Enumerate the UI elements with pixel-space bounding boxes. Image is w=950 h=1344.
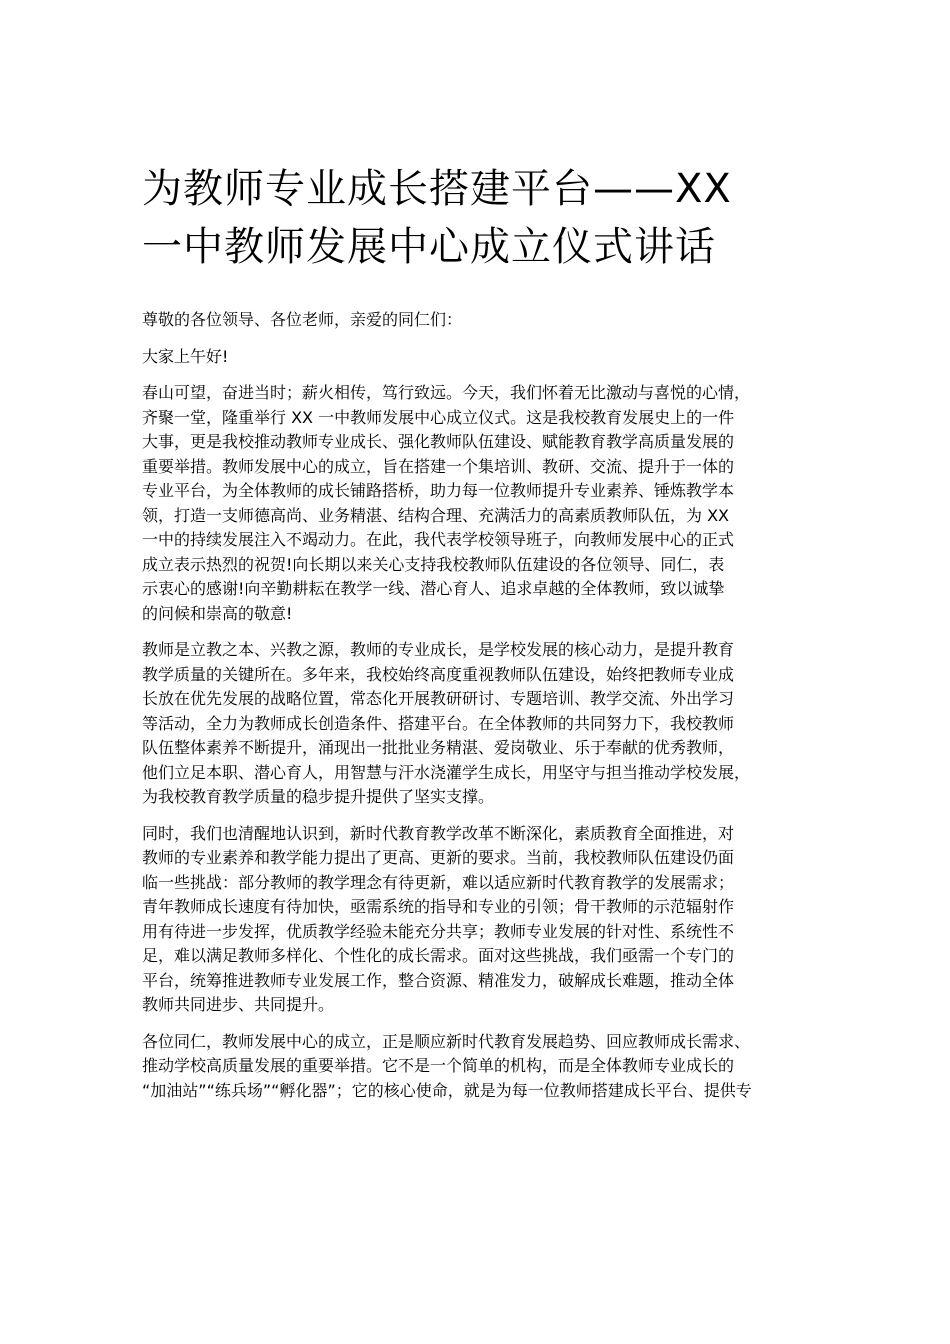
paragraph-line: 等活动，全力为教师成长创造条件、搭建平台。在全体教师的共同努力下，我校教师 — [142, 713, 735, 733]
paragraph-line: 用有待进一步发挥，优质教学经验未能充分共享；教师专业发展的针对性、系统性不 — [142, 921, 735, 941]
paragraph-line: 大事，更是我校推动教师专业成长、强化教师队伍建设、赋能教育教学高质量发展的 — [142, 432, 735, 451]
paragraph-line: 他们立足本职、潜心育人，用智慧与汗水浇灌学生成长，用坚守与担当推动学校发展， — [142, 762, 751, 782]
paragraph-line: 示衷心的感谢!向辛勤耕耘在教学一线、潜心育人、追求卓越的全体教师，致以诚挚 — [142, 579, 725, 598]
title-line: 为教师专业成长搭建平台——XX — [142, 166, 732, 212]
paragraph — [142, 1030, 822, 1104]
paragraph — [142, 822, 822, 1018]
paragraph-line: 教学质量的关键所在。多年来，我校始终高度重视教师队伍建设，始终把教师专业成 — [142, 664, 735, 684]
paragraph-line: 推动学校高质量发展的重要举措。它不是一个简单的机构，而是全体教师专业成长的 — [142, 1056, 735, 1075]
paragraph-line: 齐聚一堂，隆重举行 XX 一中教师发展中心成立仪式。这是我校教育发展史上的一件 — [142, 407, 735, 427]
paragraph-line: 同时，我们也清醒地认识到，新时代教育教学改革不断深化，素质教育全面推进，对 — [142, 823, 735, 843]
paragraph-line: 为我校教育教学质量的稳步提升提供了坚实支撑。 — [142, 787, 495, 806]
paragraph-line: 一中的持续发展注入不竭动力。在此，我代表学校领导班子，向教师发展中心的正式 — [142, 530, 735, 549]
paragraph-line: 教师是立教之本、兴教之源，教师的专业成长，是学校发展的核心动力，是提升教育 — [142, 640, 735, 659]
paragraph-line: 长放在优先发展的战略位置，常态化开展教研研讨、专题培训、教学交流、外出学习 — [142, 689, 735, 708]
paragraph-line: 教师的专业素养和教学能力提出了更高、更新的要求。当前，我校教师队伍建设仍面 — [142, 848, 735, 867]
paragraph-line: 尊敬的各位领导、各位老师，亲爱的同仁们： — [142, 310, 463, 329]
paragraph-line: 专业平台，为全体教师的成长铺路搭桥，助力每一位教师提升专业素养、锤炼教学本 — [142, 481, 735, 500]
paragraph-line: 足，难以满足教师多样化、个性化的成长需求。面对这些挑战，我们亟需一个专门的 — [142, 946, 735, 965]
paragraph — [142, 381, 822, 626]
paragraph-line: 队伍整体素养不断提升，涌现出一批批业务精湛、爱岗敬业、乐于奉献的优秀教师， — [142, 738, 735, 757]
paragraph-line: 各位同仁，教师发展中心的成立，正是顺应新时代教育发展趋势、回应教师成长需求、 — [142, 1031, 751, 1051]
paragraph — [142, 345, 822, 370]
paragraph-line: 春山可望，奋进当时；薪火相传，笃行致远。今天，我们怀着无比激动与喜悦的心情， — [142, 383, 751, 402]
paragraph-line: “加油站”“练兵场”“孵化器”；它的核心使命，就是为每一位教师搭建成长平台、提供专 — [142, 1080, 752, 1100]
document-title — [142, 160, 822, 276]
paragraph-line: 大家上午好! — [142, 346, 229, 366]
document-body — [142, 308, 822, 1115]
paragraph-line: 重要举措。教师发展中心的成立，旨在搭建一个集培训、教研、交流、提升于一体的 — [142, 456, 735, 476]
paragraph-line: 领，打造一支师德高尚、业务精湛、结构合理、充满活力的高素质教师队伍，为 XX — [142, 505, 730, 525]
paragraph-line: 青年教师成长速度有待加快，亟需系统的指导和专业的引领；骨干教师的示范辐射作 — [142, 897, 735, 916]
paragraph-line: 的问候和崇高的敬意! — [142, 603, 293, 623]
paragraph-line: 教师共同进步、共同提升。 — [142, 995, 335, 1014]
paragraph — [142, 638, 822, 810]
paragraph — [142, 308, 822, 333]
paragraph-line: 平台，统筹推进教师专业发展工作，整合资源、精准发力，破解成长难题，推动全体 — [142, 970, 735, 990]
paragraph-line: 成立表示热烈的祝贺!向长期以来关心支持我校教师队伍建设的各位领导、同仁，表 — [142, 554, 725, 574]
title-line: 一中教师发展中心成立仪式讲话 — [142, 224, 716, 270]
paragraph-line: 临一些挑战：部分教师的教学理念有待更新，难以适应新时代教育教学的发展需求； — [142, 872, 735, 892]
